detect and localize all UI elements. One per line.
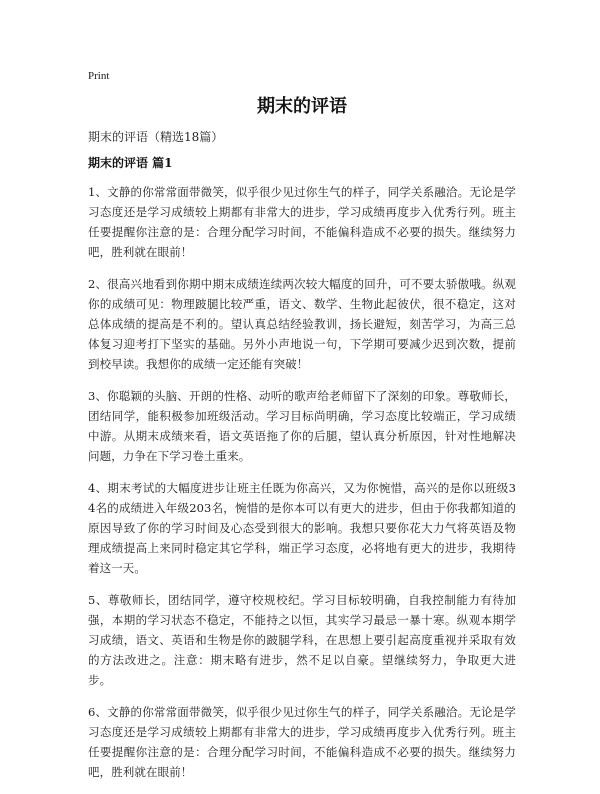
comment-paragraph-5: 5、尊敬师长，团结同学，遵守校规校纪。学习目标较明确，自我控制能力有待加强，本期的学习状态不稳定，不能持之以恒，其实学习最忌一暴十寒。纵观本期学习成绩，语文、英语和生物是你的跛腿学科，在思想上要引起高度重视并采取有效的方法改进之。注意：期末略有进步，然不足以自豪。望继续努力，争取更大进步。 xyxy=(88,593,516,687)
page-title: 期末的评语 xyxy=(257,96,347,117)
document-subtitle: 期末的评语（精选18篇） xyxy=(88,130,224,144)
section-heading: 期末的评语 篇1 xyxy=(88,156,173,170)
print-label[interactable]: Print xyxy=(88,70,110,82)
comment-paragraph-4: 4、期末考试的大幅度进步让班主任既为你高兴，又为你惋惜，高兴的是你以班级34名的成绩进入年级203名，惋惜的是你本可以有更大的进步，但由于你我都知道的原因导致了你的学习时间及心态受到很大的影响。我想只要你花大力气将英语及物理成绩提高上来同时稳定其它学科，端正学习态度，必将地有更大的进步，我期待着这一天。 xyxy=(88,481,516,575)
comment-paragraph-3: 3、你聪颖的头脑、开朗的性格、动听的歌声给老师留下了深刻的印象。尊敬师长，团结同学，能积极参加班级活动。学习目标尚明确，学习态度比较端正，学习成绩中游。从期末成绩来看，语文英语拖了你的后腿，望认真分析原因，针对性地解决问题，力争在下学习卷土重来。 xyxy=(88,389,516,463)
comment-paragraph-1: 1、文静的你常常面带微笑，似乎很少见过你生气的样子，同学关系融洽。无论是学习态度还是学习成绩较上期都有非常大的进步，学习成绩再度步入优秀行列。班主任要提醒你注意的是：合理分配学习时间，不能偏科造成不必要的损失。继续努力吧，胜利就在眼前！ xyxy=(88,185,516,259)
comment-paragraph-2: 2、很高兴地看到你期中期末成绩连续两次较大幅度的回升，可不要太骄傲哦。纵观你的成绩可见：物理跛腿比较严重，语文、数学、生物此起彼伏，很不稳定，这对总体成绩的提高是不利的。望认真总结经验教训，扬长避短，刻苦学习，为高三总体复习迎考打下坚实的基础。另外小声地说一句，下学期可要减少迟到次数，提前到校早读。我想你的成绩一定还能有突破！ xyxy=(88,277,516,371)
comment-paragraph-6: 6、文静的你常常面带微笑，似乎很少见过你生气的样子，同学关系融洽。无论是学习态度还是学习成绩较上期都有非常大的进步，学习成绩再度步入优秀行列。班主任要提醒你注意的是：合理分配学习时间，不能偏科造成不必要的损失。继续努力吧，胜利就在眼前！ xyxy=(88,705,516,779)
document-page xyxy=(88,68,516,794)
